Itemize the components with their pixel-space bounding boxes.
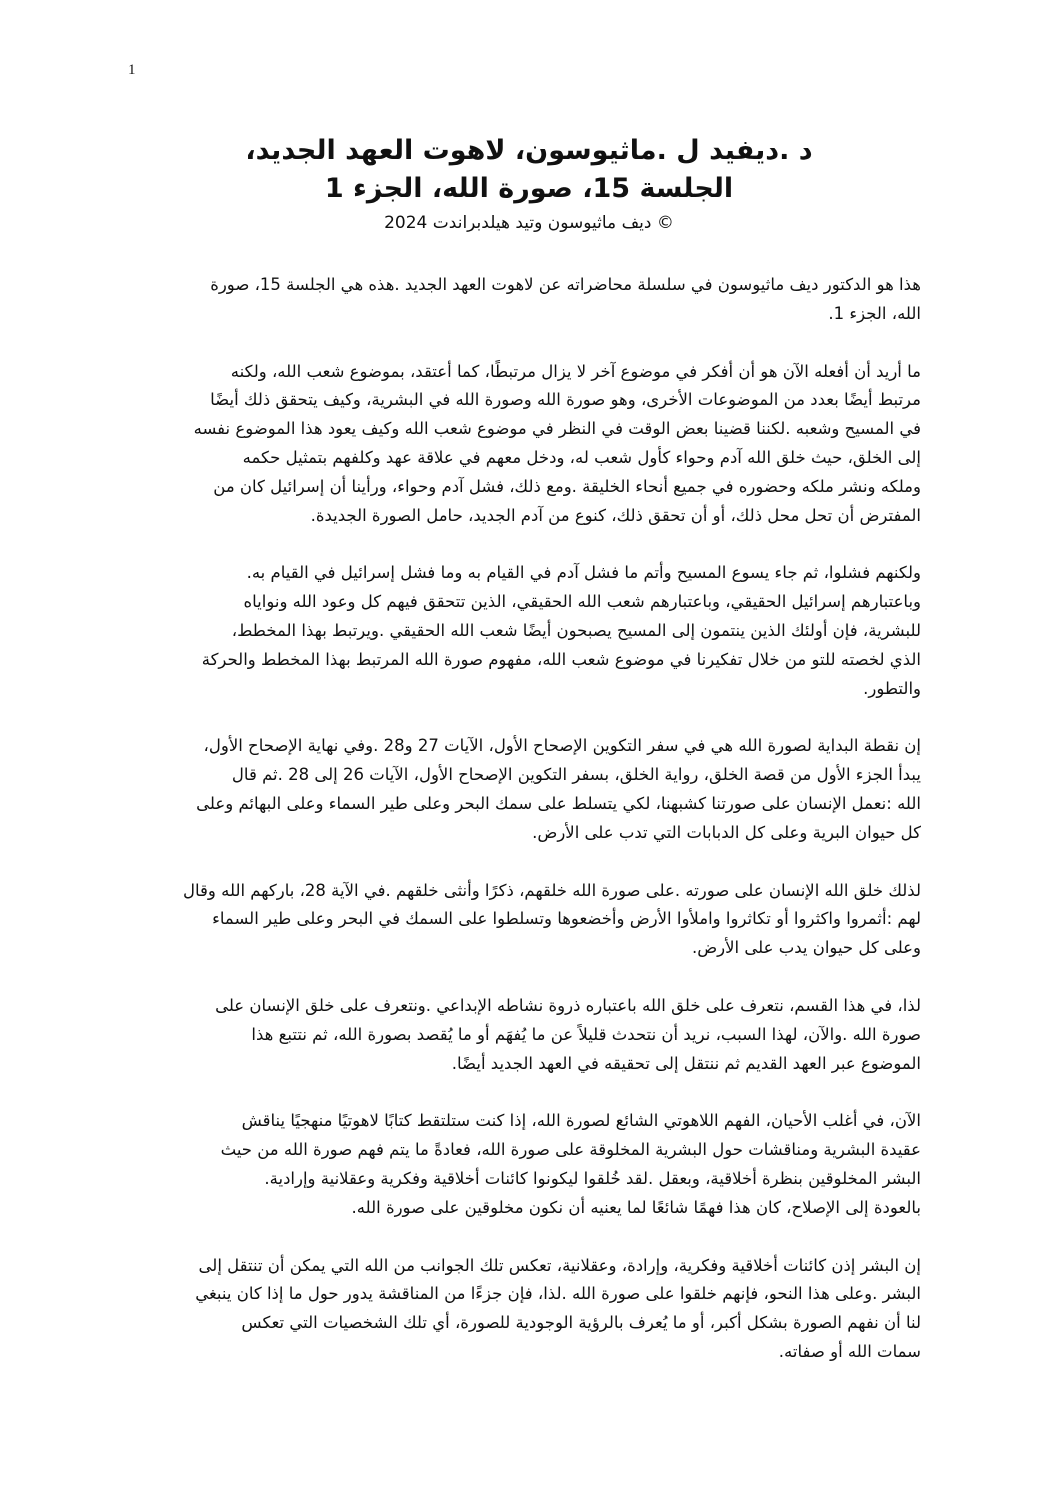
paragraph-line: إلى الخلق، حيث خلق الله آدم وحواء كأول شعب له، ودخل معهم في علاقة عهد وكلفهم بتمثيل حكمه [242, 447, 921, 467]
paragraph-line: .والتطور [863, 678, 921, 698]
paragraph-line: في المسيح وشعبه .لكننا قضينا بعض الوقت في النظر في موضوع شعب الله وكيف يعود هذا الموضوع نفسه [193, 419, 921, 439]
paragraph-line: لنا أن نفهم الصورة بشكل أكبر، أو ما يُعرف بالرؤية الوجودية للصورة، أي تلك الشخصيات التي تعكس [241, 1313, 921, 1333]
page-number: 1 [128, 62, 136, 78]
paragraph-line: الآن، في أغلب الأحيان، الفهم اللاهوتي الشائع لصورة الله، إذا كنت ستلتقط كتابًا لاهوتيًا منهجيًا يناقش [241, 1111, 921, 1131]
paragraph [135, 271, 921, 329]
paragraph-line: ما أريد أن أفعله الآن هو أن أفكر في موضوع آخر لا يزال مرتبطًا، كما أعتقد، بموضوع شعب الله، ولكنه [230, 361, 921, 381]
paragraph [135, 992, 921, 1078]
paragraph-line: الله :نعمل الإنسان على صورتنا كشبهنا، لكي يتسلط على سمك البحر وعلى طير السماء وعلى البهائم وعلى [196, 793, 921, 813]
copyright-notice: ديف ماثيوسون وتيد هيلدبراندت 2024 © [384, 213, 674, 233]
document-title-line-2: الجلسة 15، صورة الله، الجزء 1 [324, 173, 734, 204]
paragraph-line: ،للبشرية، فإن أولئك الذين ينتمون إلى المسيح يصبحون أيضًا شعب الله الحقيقي .ويرتبط بهذا المخطط [231, 620, 921, 640]
paragraph-line: .البشر المخلوقين بنظرة أخلاقية، وبعقل .لقد خُلقوا ليكونوا كائنات أخلاقية وفكرية وعقلانية وإرادية [264, 1168, 921, 1188]
document-header [0, 132, 1058, 236]
paragraph-line: .بالعودة إلى الإصلاح، كان هذا فهمًا شائعًا لما يعنيه أن نكون مخلوقين على صورة الله [351, 1197, 921, 1217]
paragraph [135, 877, 921, 963]
paragraph [135, 1107, 921, 1222]
paragraph-line: .المفترض أن تحل محل ذلك، أو أن تحقق ذلك، كنوع من آدم الجديد، حامل الصورة الجديدة [310, 505, 921, 525]
paragraph [135, 1252, 921, 1367]
paragraph-line: الذي لخصته للتو من خلال تفكيرنا في موضوع شعب الله، مفهوم صورة الله المرتبط بهذا المخطط والحركة [201, 649, 921, 669]
paragraph-line: لهم :أثمروا واكثروا أو تكاثروا واملأوا الأرض وأخضعوها وتسلطوا على السمك في البحر وعلى طير السماء [212, 909, 921, 929]
paragraph-line: صورة الله .والآن، لهذا السبب، نريد أن نتحدث قليلاً عن ما يُفهَم أو ما يُقصد بصورة الله، ثم نتتبع هذا [251, 1024, 921, 1044]
paragraph-line: لذلك خلق الله الإنسان على صورته .على صورة الله خلقهم، ذكرًا وأنثى خلقهم .في الآية 28، باركهم الله وقال [183, 880, 921, 900]
paragraph-line: البشر .وعلى هذا النحو، فإنهم خلقوا على صورة الله .لذا، فإن جزءًا من المناقشة يدور حول ما إذا كان ينبغي [195, 1284, 921, 1304]
paragraph-line: يبدأ الجزء الأول من قصة الخلق، رواية الخلق، بسفر التكوين الإصحاح الأول، الآيات 26 إلى 28 .ثم قال [231, 765, 921, 785]
paragraph-line: ،إن نقطة البداية لصورة الله هي في سفر التكوين الإصحاح الأول، الآيات 27 و28 .وفي نهاية الإصحاح الأول [203, 736, 921, 756]
paragraph-line: عقيدة البشرية ومناقشات حول البشرية المخلوقة على صورة الله، فعادةً ما يتم فهم صورة الله من حيث [220, 1140, 921, 1160]
paragraph-line: وباعتبارهم إسرائيل الحقيقي، وباعتبارهم شعب الله الحقيقي، الذين تتحقق فيهم كل وعود الله ونواياه [243, 592, 921, 612]
paragraph [135, 358, 921, 531]
paragraph-line: إن البشر إذن كائنات أخلاقية وفكرية، وإرادة، وعقلانية، تعكس تلك الجوانب من الله التي يمكن أن تنتقل إلى [198, 1255, 921, 1275]
document-title-line-1: ،د .ديفيد ل .ماثيوسون، لاهوت العهد الجديد [245, 135, 813, 166]
paragraph-line: .ولكنهم فشلوا، ثم جاء يسوع المسيح وأتم ما فشل آدم في القيام به وما فشل إسرائيل في القيام به [246, 563, 921, 583]
paragraph-line: .الله، الجزء 1 [828, 303, 921, 323]
document-body [135, 271, 921, 1396]
paragraph-line: هذا هو الدكتور ديف ماثيوسون في سلسلة محاضراته عن لاهوت العهد الجديد .هذه هي الجلسة 15، صورة [210, 275, 921, 294]
paragraph-line: .وعلى كل حيوان يدب على الأرض [691, 938, 921, 958]
paragraph-line: مرتبط أيضًا بعدد من الموضوعات الأخرى، وهو صورة الله وصورة الله في البشرية، وكيف يتحقق ذلك أيضًا [210, 390, 921, 410]
paragraph [135, 732, 921, 847]
paragraph [135, 559, 921, 703]
paragraph-line: لذا، في هذا القسم، نتعرف على خلق الله باعتباره ذروة نشاطه الإبداعي .ونتعرف على خلق الإنسان على [215, 995, 921, 1015]
paragraph-line: وملكه ونشر ملكه وحضوره في جميع أنحاء الخليقة .ومع ذلك، فشل آدم وحواء، ورأينا أن إسرائيل كان من [213, 476, 921, 496]
paragraph-line: .الموضوع عبر العهد القديم ثم ننتقل إلى تحقيقه في العهد الجديد أيضًا [451, 1053, 921, 1073]
paragraph-line: .كل حيوان البرية وعلى كل الدبابات التي تدب على الأرض [532, 822, 921, 842]
paragraph-line: .سمات الله أو صفاته [778, 1341, 921, 1361]
